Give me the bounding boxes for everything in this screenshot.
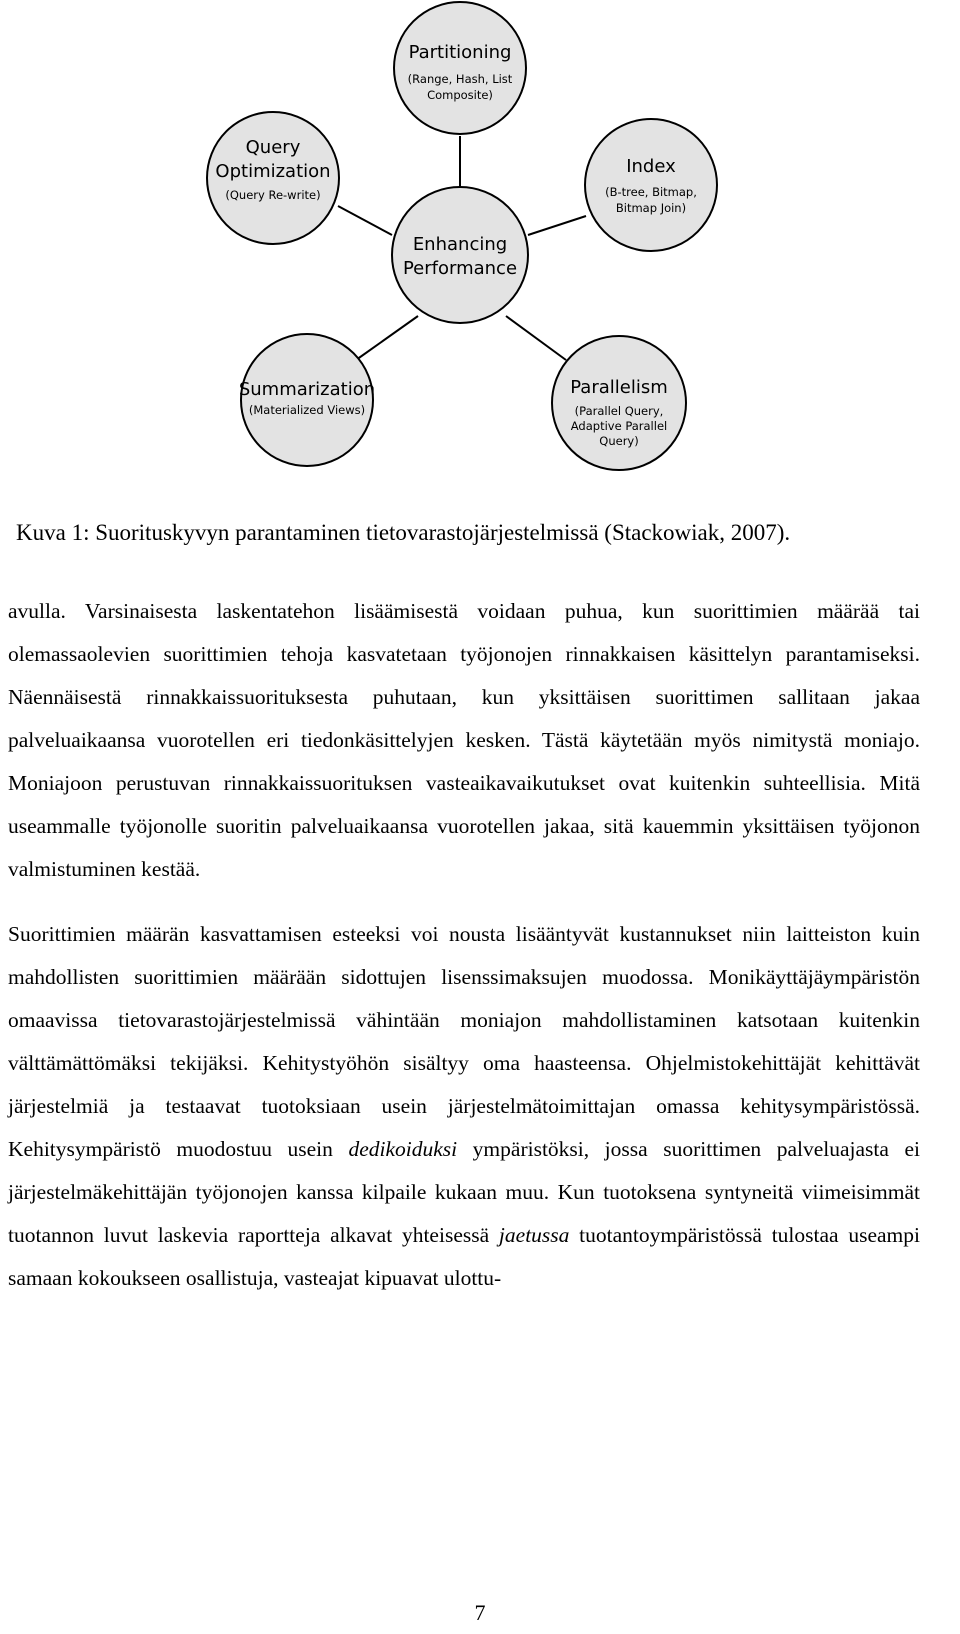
parallelism-subtitle-2: Adaptive Parallel	[570, 419, 668, 433]
paragraph-1: avulla. Varsinaisesta laskentatehon lisäämisestä voidaan puhua, kun suorittimien määrää tai olemassaolevien suorittimien tehoja kasvatetaan työjonojen rinnakkaisen käsittelyn parantamiseksi. Näennäisestä rinnakkaissuorituksesta puhutaan, kun yksittäisen suorittimen sallitaan jakaa palveluaikaansa vuorotellen eri tiedonkäsittelyjen kesken. Tästä käytetään myös nimitystä moniajo. Moniajoon perustuvan rinnakkaissuorituksen vasteaikavaikutukset ovat kuitenkin suhteellisia. Mitä useammalle työjonolle suoritin palveluaikaansa vuorotellen jakaa, sitä kauemmin yksittäisen työjonon valmistuminen kestää.	[8, 599, 920, 881]
diagram-canvas	[0, 0, 960, 500]
parallelism-subtitle-1: (Parallel Query,	[574, 404, 664, 418]
paragraph-2-part-3: tuotantoympäristössä tulostaa useampi samaan kokoukseen osallistuja, vasteajat kipuavat ulottu-	[8, 1223, 920, 1290]
node-query-optimization	[207, 112, 339, 244]
partitioning-title: Partitioning	[408, 42, 512, 63]
node-index	[585, 119, 717, 251]
page-number: 7	[474, 1600, 486, 1625]
line-center-parallelism	[506, 316, 566, 360]
center-title-1: Enhancing	[412, 234, 508, 255]
center-title-2: Performance	[402, 258, 518, 279]
paragraph-2	[8, 913, 920, 1300]
paragraph-2-part-2: ympäristöksi, jossa suorittimen palveluajasta ei järjestelmäkehittäjän työjonojen kanssa kilpaile kukaan muu. Kun tuotoksena syntyneitä viimeisimmät tuotannon luvut laskevia raportteja alkavat yhteisessä	[8, 1137, 920, 1247]
emphasis-dedikoiduksi: dedikoiduksi	[348, 1137, 458, 1161]
performance-diagram	[0, 0, 960, 500]
partitioning-subtitle-1: (Range, Hash, List	[407, 72, 513, 86]
parallelism-title: Parallelism	[570, 377, 668, 398]
node-enhancing-performance	[392, 187, 528, 323]
index-subtitle-1: (B-tree, Bitmap,	[605, 185, 697, 199]
figure-caption: Kuva 1: Suorituskyvyn parantaminen tietovarastojärjestelmissä (Stackowiak, 2007).	[16, 520, 791, 545]
emphasis-jaetussa: jaetussa	[498, 1223, 570, 1247]
query-optimization-title-2: Optimization	[215, 161, 331, 182]
summarization-subtitle: (Materialized Views)	[248, 403, 366, 417]
line-center-query-optimization	[338, 206, 392, 235]
body-text	[8, 590, 920, 1300]
summarization-title: Summarization	[238, 379, 376, 400]
line-center-index	[528, 216, 586, 235]
query-optimization-subtitle: (Query Re-write)	[225, 188, 321, 202]
node-parallelism	[552, 336, 686, 470]
parallelism-subtitle-3: Query)	[599, 434, 639, 448]
index-subtitle-2: Bitmap Join)	[615, 201, 687, 215]
node-partitioning	[394, 2, 526, 134]
node-summarization	[239, 334, 375, 466]
line-center-summarization	[356, 316, 418, 360]
partitioning-subtitle-2: Composite)	[427, 88, 493, 102]
query-optimization-title-1: Query	[245, 137, 301, 158]
index-title: Index	[626, 156, 676, 177]
paragraph-2-part-1: Suorittimien määrän kasvattamisen esteeksi voi nousta lisääntyvät kustannukset niin laitteiston kuin mahdollisten suorittimien määrään sidottujen lisenssimaksujen muodossa. Monikäyttäjäympäristön omaavissa tietovarastojärjestelmissä vähintään moniajon mahdollistaminen katsotaan kuitenkin välttämättömäksi tekijäksi. Kehitystyöhön sisältyy oma haasteensa. Ohjelmistokehittäjät kehittävät järjestelmiä ja testaavat tuotoksiaan usein järjestelmätoimittajan omassa kehitysympäristössä. Kehitysympäristö muodostuu usein	[8, 922, 920, 1161]
